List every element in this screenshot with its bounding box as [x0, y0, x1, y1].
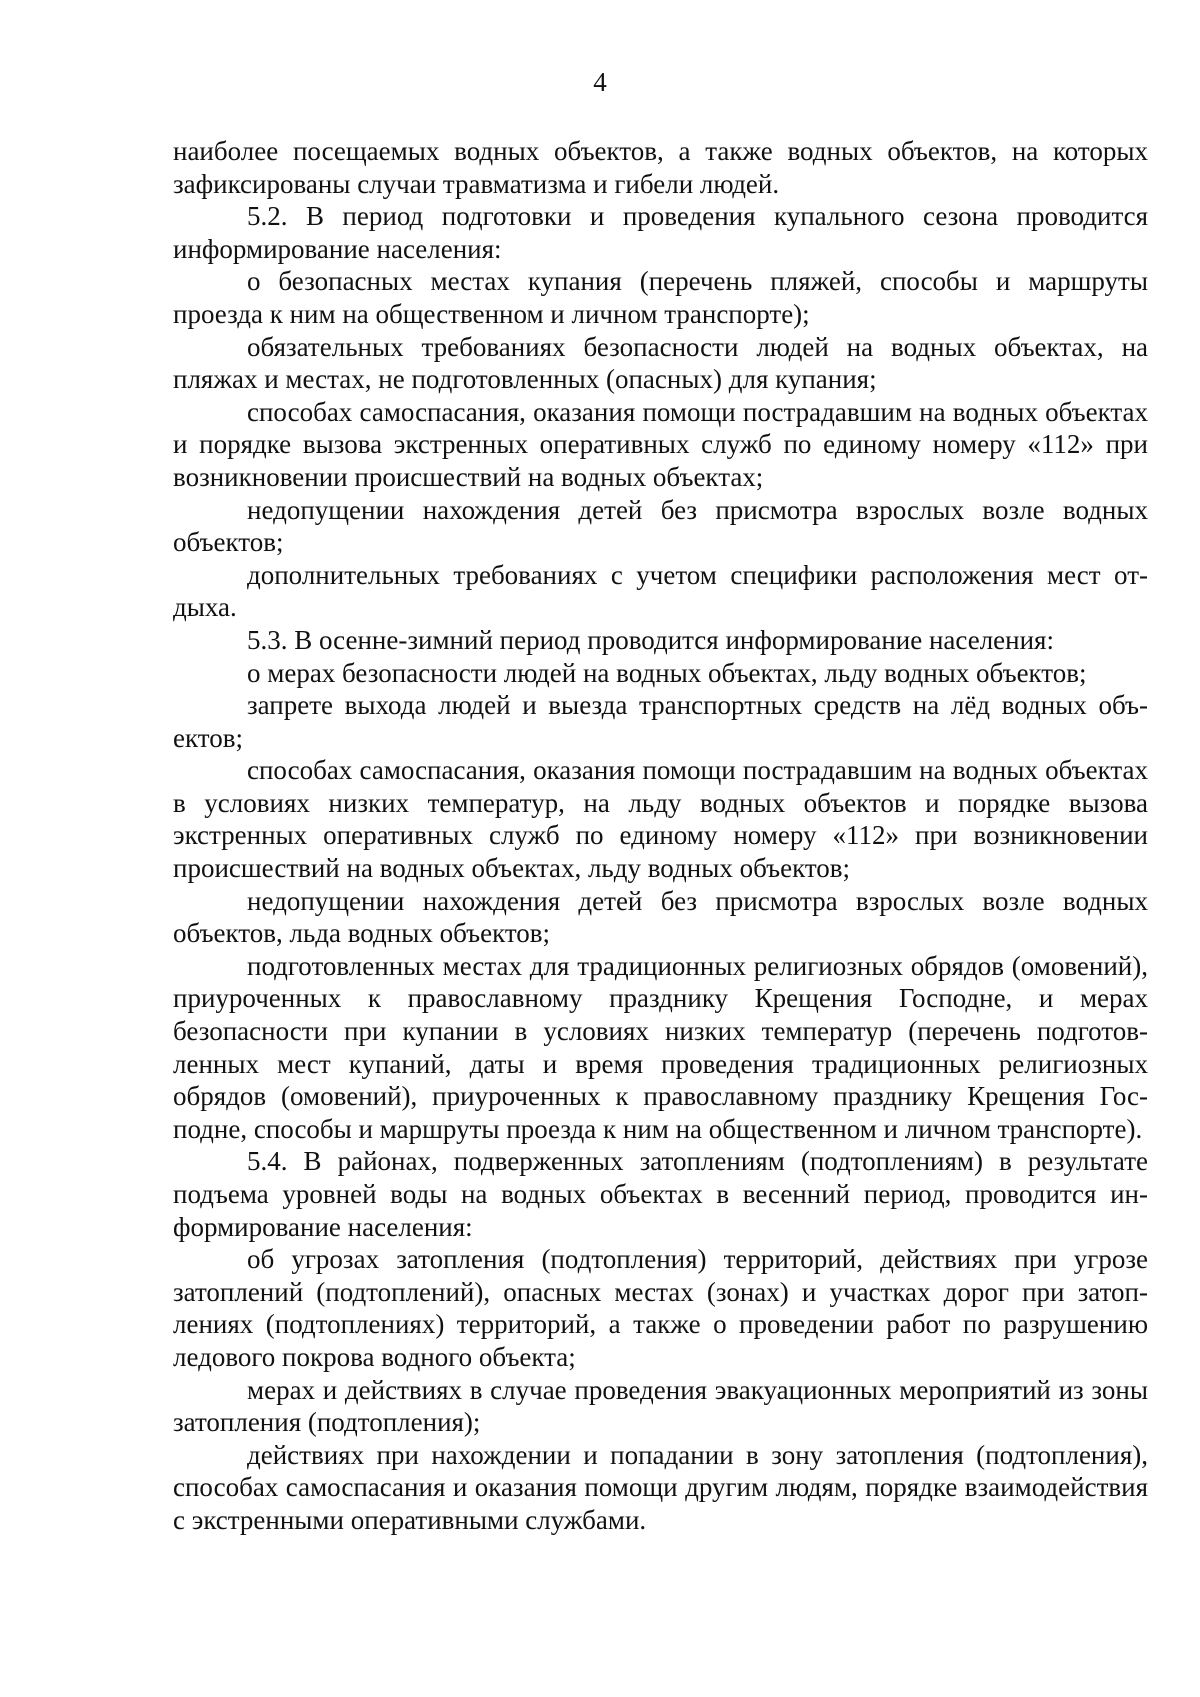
paragraph-item: запрете выхода людей и выезда транспортных средств на лёд водных объектов; [173, 690, 1148, 753]
paragraph-item: дополнительных требованиях с учетом специфики расположения мест отдыха. [173, 559, 1148, 623]
document-body [173, 135, 1148, 1537]
paragraph-5-2-heading: 5.2. В период подготовки и проведения купального сезона проводится информирование населения: [173, 201, 1148, 264]
page-number: 4 [593, 67, 607, 97]
paragraph-item: о мерах безопасности людей на водных объектах, льду водных объектов; [247, 657, 1087, 688]
paragraph-5-4-heading: 5.4. В районах, подверженных затоплениям (подтоплениям) в результате подъема уровней воды на водных объектах в весенний период, проводится информирование населения: [173, 1146, 1148, 1242]
paragraph-item: способах самоспасания, оказания помощи пострадавшим на водных объектах в условиях низких температур, на льду водных объектов и порядке вызова экстренных оперативных служб по единому номеру «112» при возникновении происшествий на водных объектах, льду водных объектов; [173, 755, 1148, 884]
paragraph-item: способах самоспасания, оказания помощи пострадавшим на водных объектах и порядке вызова экстренных оперативных служб по единому номеру «112» при возникновении происшествий на водных объектах; [173, 396, 1148, 492]
paragraph-item: о безопасных местах купания (перечень пляжей, способы и маршруты проезда к ним на общественном и личном транспорте); [173, 266, 1148, 329]
paragraph-item: мерах и действиях в случае проведения эвакуационных мероприятий из зоны затопления (подтопления); [173, 1374, 1148, 1438]
paragraph-continuation: наиболее посещаемых водных объектов, а также водных объектов, на которых зафиксированы случаи травматизма и гибели людей. [173, 136, 1148, 199]
paragraph-item: недопущении нахождения детей без присмотра взрослых возле водных объектов; [173, 494, 1148, 558]
paragraph-5-3-heading: 5.3. В осенне-зимний период проводится информирование населения: [247, 624, 1054, 655]
paragraph-item: обязательных требованиях безопасности людей на водных объектах, на пляжах и местах, не подготовленных (опасных) для купания; [173, 331, 1148, 395]
paragraph-item: действиях при нахождении и попадании в зону затопления (подтопления), способах самоспасания и оказания помощи другим людям, порядке взаимодействия с экстренными оперативными службами. [173, 1439, 1148, 1535]
paragraph-item: недопущении нахождения детей без присмотра взрослых возле водных объектов, льда водных объектов; [173, 885, 1148, 949]
paragraph-item: подготовленных местах для традиционных религиозных обрядов (омовений), приуроченных к православному празднику Крещения Господне, и мерах безопасности при купании в условиях низких температур (перечень подготовленных мест купаний, даты и время проведения традиционных религиозных обрядов (омовений), приуроченных к православному празднику Крещения Господне, способы и маршруты проезда к ним на общественном и личном транспорте). [173, 950, 1148, 1144]
paragraph-item: об угрозах затопления (подтопления) территорий, действиях при угрозе затоплений (подтоплений), опасных местах (зонах) и участках дорог при затоплениях (подтоплениях) территорий, а также о проведении работ по разрушению ледового покрова водного объекта; [173, 1244, 1148, 1372]
